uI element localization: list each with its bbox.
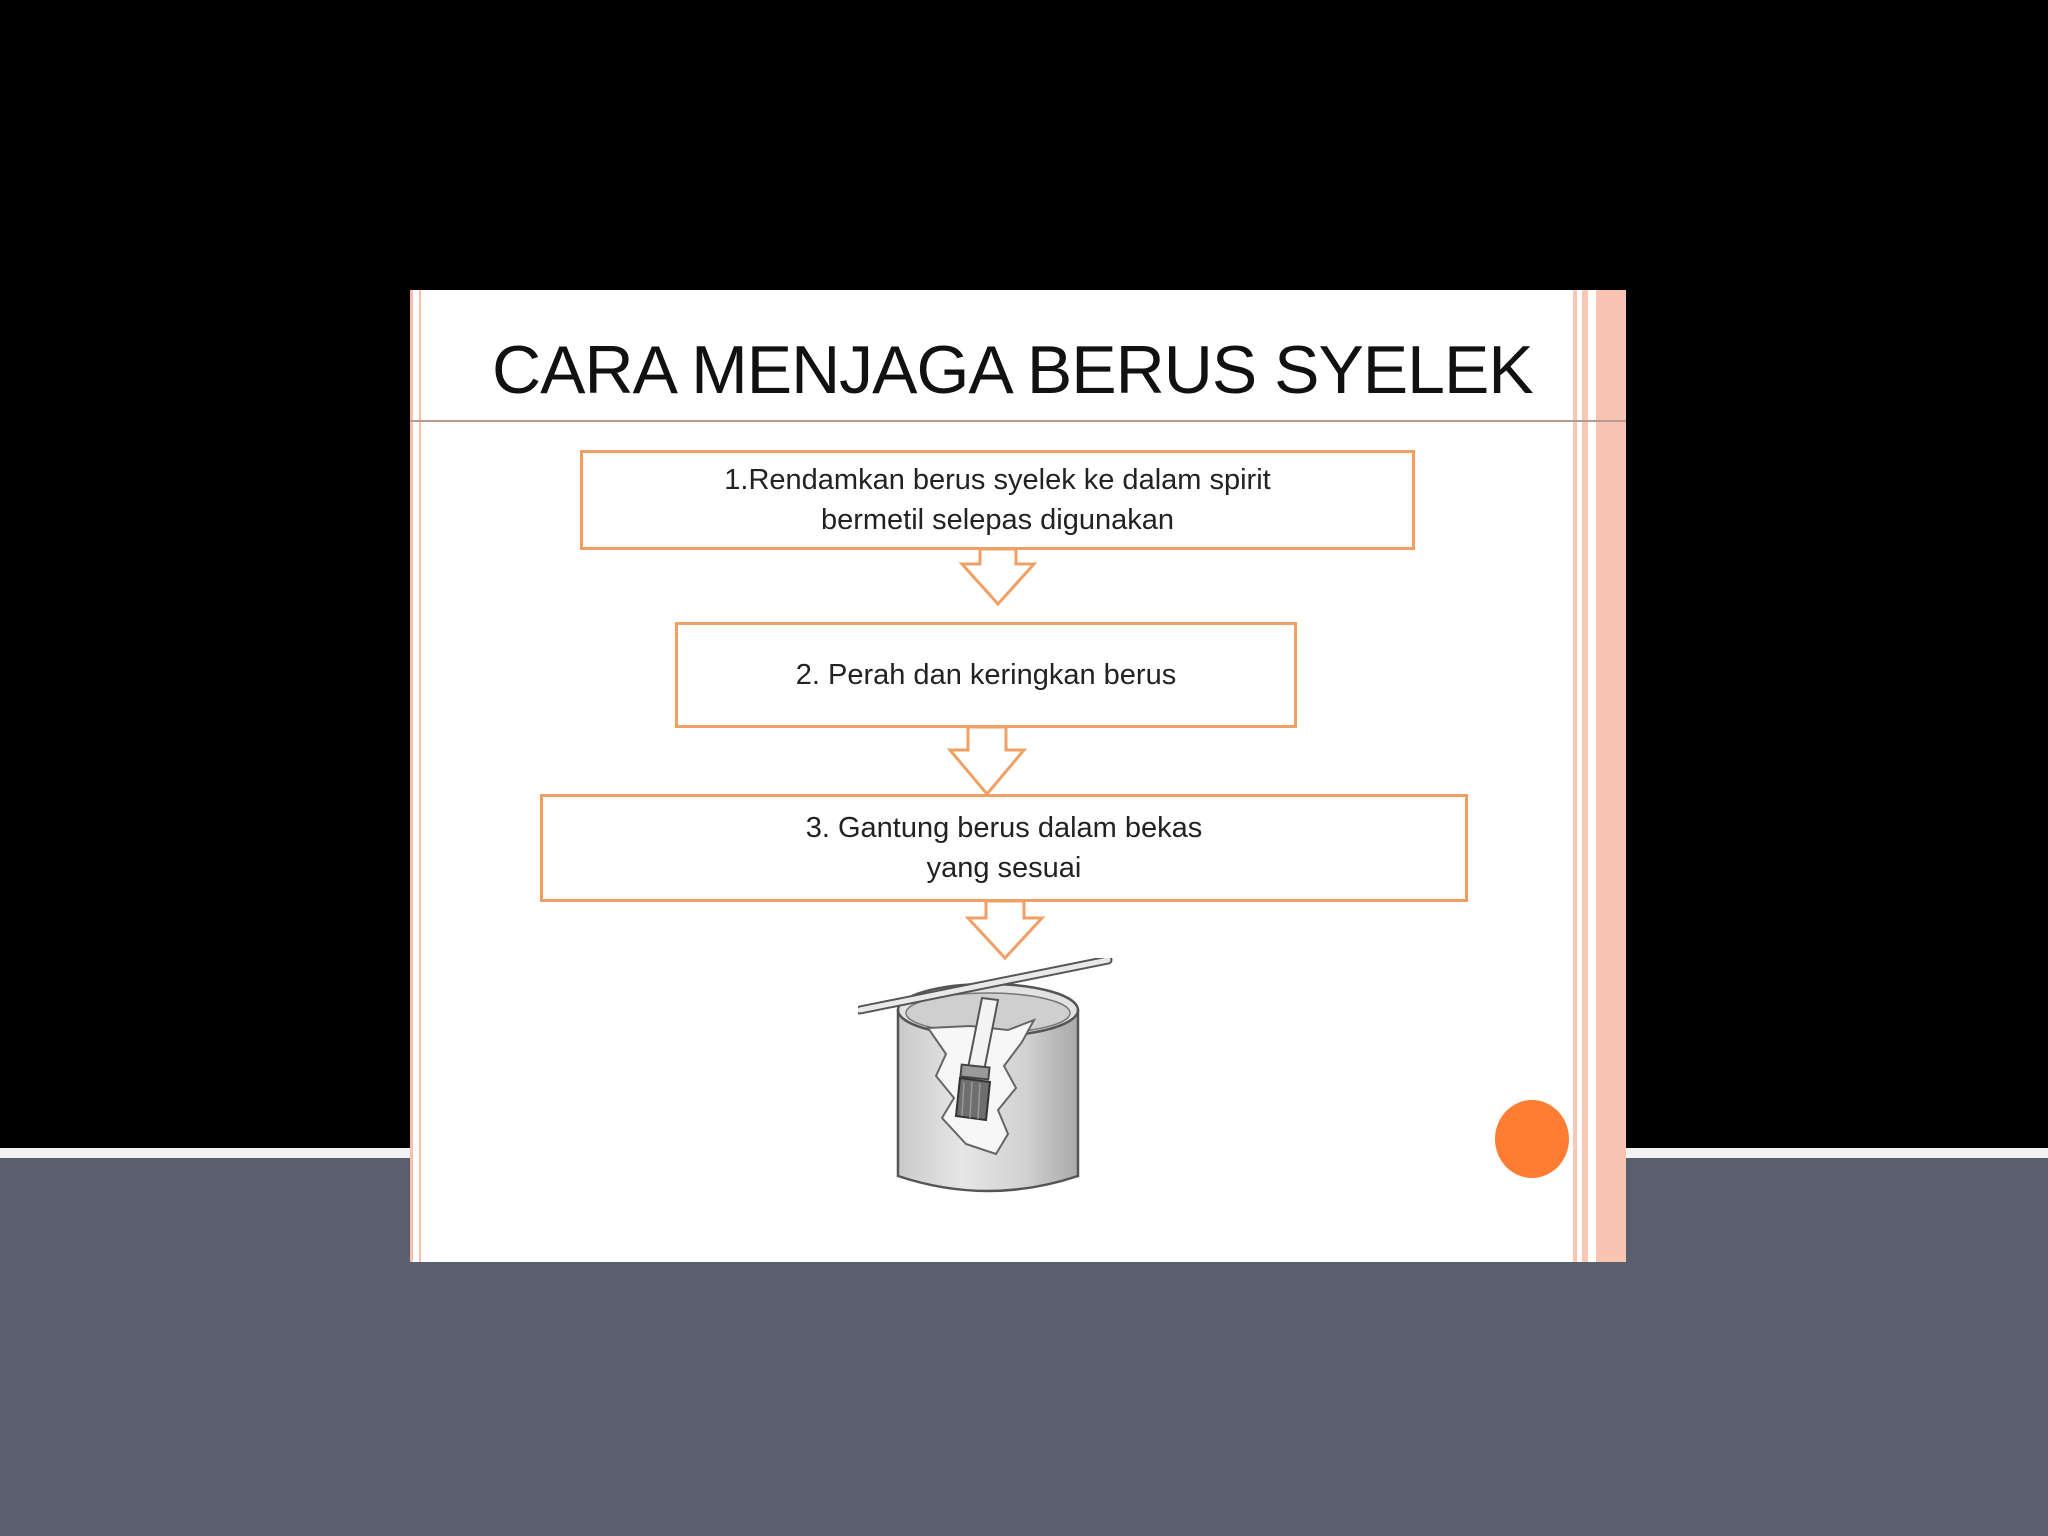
down-arrow-icon — [958, 546, 1038, 608]
right-accent-bar — [1573, 290, 1577, 1262]
step-text-3: 3. Gantung berus dalam bekas yang sesuai — [805, 812, 1203, 884]
slide — [410, 290, 1626, 1262]
down-arrow-icon — [964, 898, 1046, 962]
step-box-1 — [580, 450, 1415, 550]
step-box-3 — [540, 794, 1468, 902]
left-accent-bar — [419, 290, 421, 1262]
title-divider — [410, 420, 1626, 422]
right-accent-bar — [1582, 290, 1588, 1262]
down-arrow-icon — [946, 724, 1028, 798]
brush-in-container-icon — [858, 958, 1118, 1208]
orange-dot-icon — [1495, 1100, 1569, 1178]
right-accent-bar — [1596, 290, 1626, 1262]
step-text-1: 1.Rendamkan berus syelek ke dalam spirit bermetil selepas digunakan — [724, 464, 1271, 536]
left-accent-bar — [410, 290, 413, 1262]
slide-title: CARA MENJAGA BERUS SYELEK — [492, 332, 1533, 408]
step-box-2 — [675, 622, 1297, 728]
step-text-2: 2. Perah dan keringkan berus — [795, 659, 1177, 691]
